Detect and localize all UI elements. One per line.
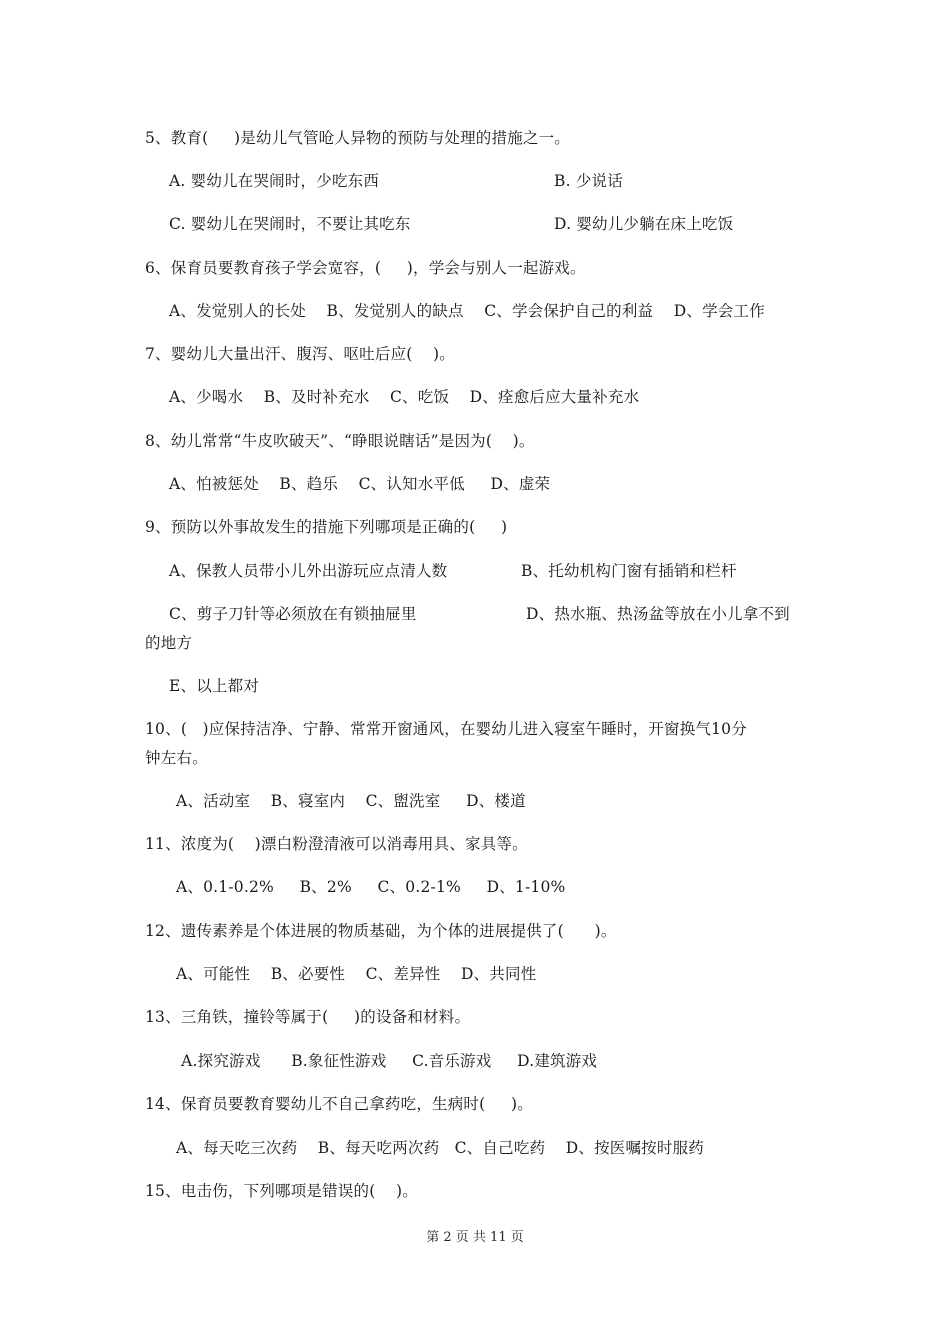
question-8-stem: 8、幼儿常常“牛皮吹破天”、“睁眼说瞎话”是因为( )。 [145,432,535,450]
question-7-stem: 7、婴幼儿大量出汗、腹泻、呕吐后应( )。 [145,345,455,363]
question-9-option-d-continued: 的地方 [145,634,193,652]
question-7-options: A、少喝水 B、及时补充水 C、吃饭 D、痊愈后应大量补充水 [169,388,640,406]
question-10-options: A、活动室 B、寝室内 C、盥洗室 D、楼道 [176,792,526,810]
question-9-stem: 9、预防以外事故发生的措施下列哪项是正确的( ) [145,518,508,536]
question-12-options: A、可能性 B、必要性 C、差异性 D、共同性 [176,965,537,983]
question-5-option-b: B. 少说话 [554,172,623,190]
question-14-options: A、每天吃三次药 B、每天吃两次药 C、自己吃药 D、按医嘱按时服药 [176,1139,704,1157]
question-10-stem: 10、( )应保持洁净、宁静、常常开窗通风，在婴幼儿进入寝室午睡时，开窗换气10分 [145,720,747,738]
question-8-options: A、怕被惩处 B、趋乐 C、认知水平低 D、虚荣 [169,475,551,493]
question-5-option-d: D. 婴幼儿少躺在床上吃饭 [554,215,734,233]
question-6-stem: 6、保育员要教育孩子学会宽容，( )，学会与别人一起游戏。 [145,259,586,277]
question-9-option-c: C、剪子刀针等必须放在有锁抽屉里 [169,605,417,623]
question-9-option-e: E、以上都对 [169,677,260,695]
question-13-stem: 13、三角铁，撞铃等属于( )的设备和材料。 [145,1008,471,1026]
question-11-options: A、0.1-0.2% B、2% C、0.2-1% D、1-10% [176,878,566,896]
question-13-options: A.探究游戏 B.象征性游戏 C.音乐游戏 D.建筑游戏 [176,1052,598,1070]
question-9-option-d: D、热水瓶、热汤盆等放在小儿拿不到 [526,605,790,623]
question-10-stem-continued: 钟左右。 [145,749,208,767]
question-9-option-a: A、保教人员带小儿外出游玩应点清人数 [169,562,448,580]
question-9-option-b: B、托幼机构门窗有插销和栏杆 [521,562,737,580]
question-12-stem: 12、遗传素养是个体进展的物质基础，为个体的进展提供了( )。 [145,922,617,940]
question-5-option-a: A. 婴幼儿在哭闹时，少吃东西 [169,172,380,190]
question-14-stem: 14、保育员要教育婴幼儿不自己拿药吃，生病时( )。 [145,1095,533,1113]
question-6-options: A、发觉别人的长处 B、发觉别人的缺点 C、学会保护自己的利益 D、学会工作 [169,302,765,320]
question-5-option-c: C. 婴幼儿在哭闹时，不要让其吃东 [169,215,411,233]
page-number-footer: 第 2 页 共 11 页 [426,1230,524,1245]
question-5-stem: 5、教育( )是幼儿气管呛人异物的预防与处理的措施之一。 [145,129,570,147]
question-11-stem: 11、浓度为( )漂白粉澄清液可以消毒用具、家具等。 [145,835,528,853]
question-15-stem: 15、电击伤，下列哪项是错误的( )。 [145,1182,418,1200]
